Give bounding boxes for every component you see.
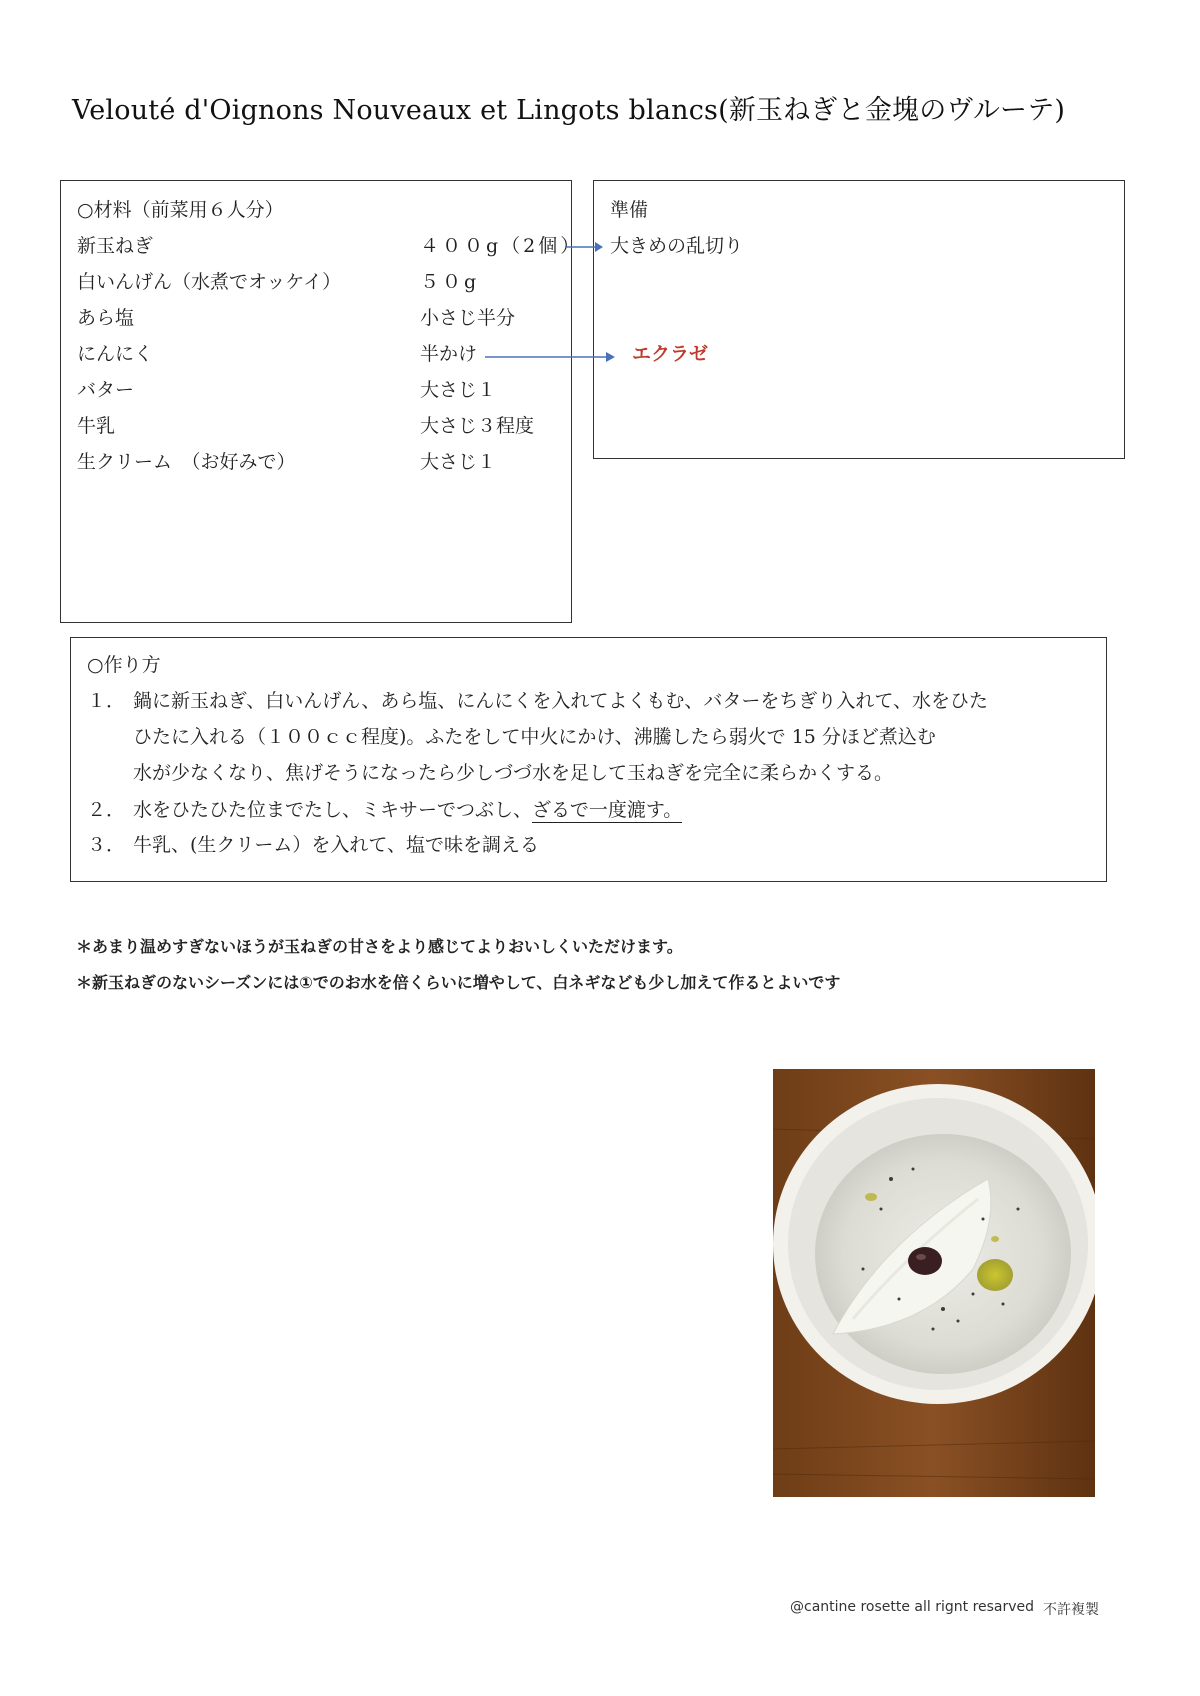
prep-box (593, 180, 1125, 459)
step-text: 牛乳、(生クリーム）を入れて、塩で味を調える (133, 834, 540, 856)
ingredient-qty: 大さじ１ (420, 379, 497, 401)
arrow-icon (563, 237, 605, 257)
ingredient-row (77, 447, 567, 477)
note-line: ＊あまり温めすぎないほうが玉ねぎの甘さをより感じてよりおいしくいただけます。 (76, 937, 683, 956)
prep-heading: 準備 (610, 199, 649, 221)
ingredients-heading: ○材料（前菜用６人分） (77, 199, 284, 221)
step-text-part: 水をひたひた位までたし、ミキサーでつぶし、 (133, 799, 533, 821)
step-text (133, 795, 682, 822)
ingredient-row (77, 411, 567, 441)
underlined-text: ざるで一度漉す。 (532, 799, 683, 821)
arrow-icon (483, 347, 618, 367)
dish-photo (773, 1069, 1095, 1497)
ingredient-row (77, 375, 567, 405)
ingredient-qty: 大さじ１ (420, 451, 497, 473)
step-number: ３． (87, 834, 126, 856)
prep-garlic-note: エクラゼ (632, 343, 709, 365)
copyright-text: @cantine rosette all rignt resarved (790, 1599, 1035, 1615)
method-box (70, 637, 1107, 882)
method-heading: ○作り方 (87, 654, 161, 676)
ingredient-qty: 半かけ (420, 343, 478, 365)
ingredient-name: あら塩 (77, 307, 135, 329)
step-text: 鍋に新玉ねぎ、白いんげん、あら塩、にんにくを入れてよくもむ、バターをちぎり入れて、水をひた (133, 690, 989, 712)
ingredient-row (77, 231, 583, 261)
step-text: ひたに入れる（１００ｃｃ程度)。ふたをして中火にかけ、沸騰したら弱火で 15 分ほど煮込む (133, 726, 936, 748)
step-text: 水が少なくなり、焦げそうになったら少しづづ水を足して玉ねぎを完全に柔らかくする。 (133, 762, 894, 784)
ingredient-qty: ４００g（2個） (420, 235, 583, 257)
ingredients-box (60, 180, 583, 623)
ingredient-name: バター (77, 379, 135, 401)
prep-onion-note: 大きめの乱切り (610, 235, 744, 257)
ingredient-name: 新玉ねぎ (77, 235, 154, 257)
ingredient-qty: 大さじ３程度 (420, 415, 535, 437)
ingredient-qty: 小さじ半分 (420, 307, 516, 329)
step-number: ２． (87, 799, 126, 821)
ingredient-row (77, 303, 567, 333)
ingredient-name: にんにく (77, 343, 154, 365)
step-number: １． (87, 690, 126, 712)
no-copy-text: 不許複製 (1043, 1602, 1099, 1618)
page-title: Velouté d'Oignons Nouveaux et Lingots blancs(新玉ねぎと金塊のヴルーテ) (72, 95, 1066, 126)
ingredient-name: 白いんげん（水煮でオッケイ） (77, 271, 342, 293)
ingredient-qty: ５０g (420, 271, 480, 293)
ingredient-name: 牛乳 (77, 415, 116, 437)
ingredient-row (77, 267, 567, 297)
note-line: ＊新玉ねぎのないシーズンには①でのお水を倍くらいに増やして、白ネギなども少し加えて作るとよいです (76, 973, 841, 992)
ingredient-name: 生クリーム （お好みで） (77, 451, 296, 473)
